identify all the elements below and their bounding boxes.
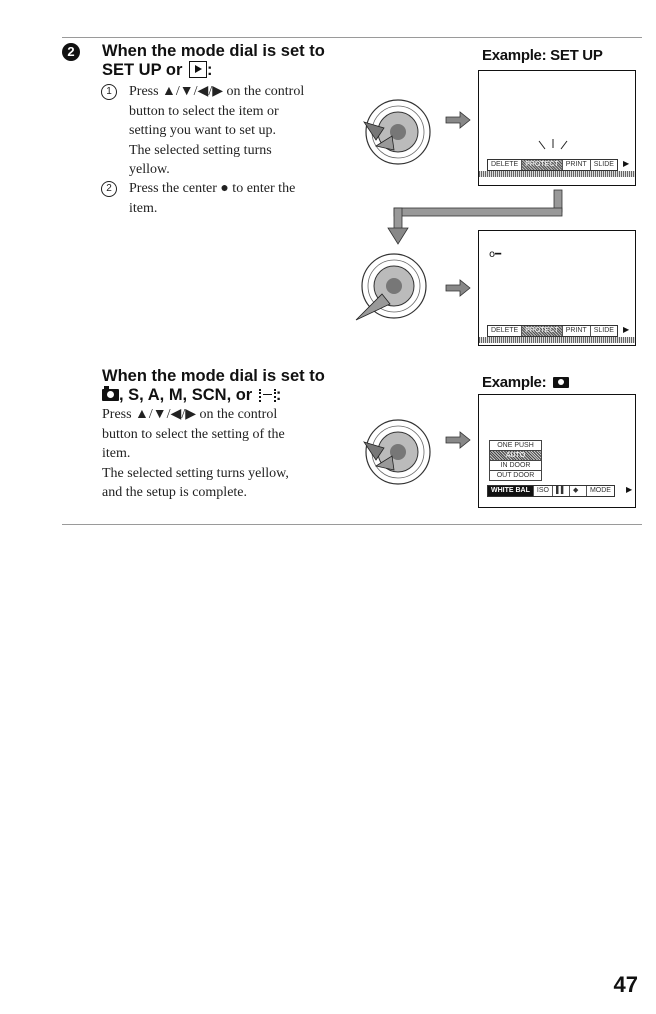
page-number: 47 — [613, 972, 638, 997]
menu-more-arrow-icon: ▶ — [623, 159, 630, 168]
bottom-rule — [62, 524, 642, 525]
control-button-illustration — [352, 248, 432, 328]
menu-more-arrow-icon: ▶ — [626, 485, 633, 494]
heading-line-1: When the mode dial is set to — [102, 42, 325, 60]
section-heading-setup — [102, 42, 352, 80]
top-rule — [62, 37, 642, 38]
step-number-badge: 2 — [62, 43, 80, 61]
menu-more-arrow-icon: ▶ — [623, 325, 630, 334]
control-button-illustration — [356, 412, 436, 492]
right-arrow-icon — [446, 112, 470, 128]
right-arrow-icon — [446, 432, 470, 448]
highlight-rays-icon — [535, 139, 571, 153]
camera-icon — [553, 377, 569, 388]
white-balance-options: ONE PUSH AUTO IN DOOR OUT DOOR — [489, 440, 542, 481]
heading-line-1: When the mode dial is set to — [102, 367, 325, 385]
camera-icon — [102, 389, 119, 401]
section-heading-shooting — [102, 367, 362, 405]
shooting-menu-bar: WHITE BAL ISO ▌▌ ◆ MODE — [487, 485, 615, 497]
playback-mode-icon — [189, 61, 207, 78]
camera-screen-white-balance — [478, 394, 636, 508]
example-label-setup: Example: SET UP — [482, 47, 603, 64]
heading-line-2: , S, A, M, SCN, or : — [102, 386, 362, 405]
camera-screen-setup-2 — [478, 230, 636, 346]
camera-screen-setup-1 — [478, 70, 636, 186]
movie-icon — [259, 389, 276, 402]
section-body-text: Press ▲/▼/◀/▶ on the control button to select the setting of the item. The selected setting turns yellow, and the setup is complete. — [102, 407, 289, 500]
step-number: 1 — [101, 84, 117, 100]
flash-icon: ◆ — [570, 486, 587, 496]
control-button-illustration — [356, 92, 436, 172]
setup-menu-bar: DELETE PROTECT PRINT SLIDE — [487, 325, 618, 337]
status-strip — [479, 171, 635, 177]
key-icon: o━ — [489, 249, 502, 260]
status-strip — [479, 337, 635, 343]
image-size-icon: ▌▌ — [553, 486, 570, 496]
right-arrow-icon — [446, 280, 470, 296]
example-label-camera: Example: — [482, 374, 569, 391]
step-number: 2 — [101, 181, 117, 197]
setup-menu-bar: DELETE PROTECT PRINT SLIDE — [487, 159, 618, 171]
heading-line-2: SET UP or : — [102, 61, 213, 79]
